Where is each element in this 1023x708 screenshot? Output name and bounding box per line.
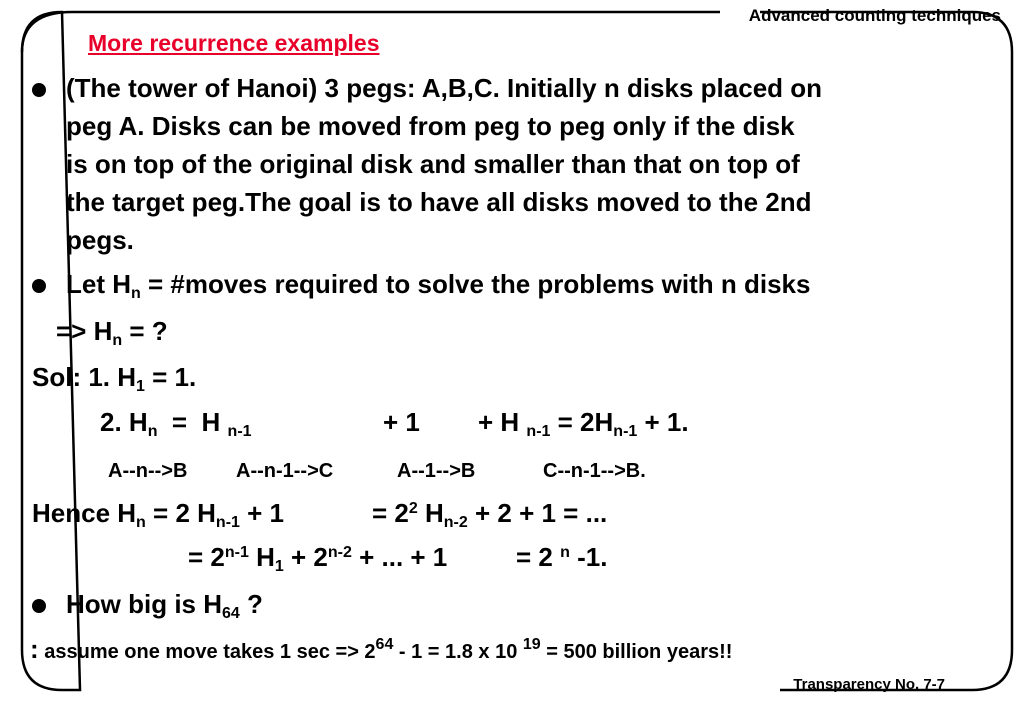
sol-step-1: Sol: 1. $H_1 = 1$. bbox=[32, 362, 197, 395]
hence-line-2: = $2^{n-1}$ $H_1 + 2^{n-2}$ + ... + 1 bbox=[188, 542, 448, 575]
bullet-icon bbox=[32, 73, 46, 103]
sol-step-2: 2. $H_n = H$ $_{n-1}$ bbox=[100, 407, 252, 440]
how-big-line: How big is $H_{64}$ ? bbox=[66, 589, 263, 622]
footer-label: Transparency No. 7-7 bbox=[793, 676, 945, 693]
assume-line: : assume one move takes 1 $\sec => 2^{64} - 1 = 1.8$ x 10 $^{19}$ = 500 billion years!! bbox=[30, 634, 733, 664]
sol-step-2-plus-one: + 1 bbox=[383, 407, 420, 437]
hanoi-line-2: peg A. Disks can be moved from peg to peg only if the disk bbox=[66, 111, 795, 141]
hence-line: Hence $H_n = 2$ $H_{n-1} + 1$ bbox=[32, 498, 285, 531]
hanoi-line-1: (The tower of Hanoi) 3 pegs: A,B,C. Initially n disks placed on bbox=[66, 73, 823, 103]
move-4: C--n-1-->B. bbox=[543, 460, 646, 482]
move-2: A--n-1-->C bbox=[236, 460, 334, 482]
hanoi-line-4: the target peg.The goal is to have all disks moved to the 2nd bbox=[66, 187, 812, 217]
move-1: A--n-->B bbox=[108, 460, 188, 482]
slide-title: More recurrence examples bbox=[88, 30, 380, 56]
move-3: A--1-->B bbox=[397, 460, 476, 482]
question-line: => $H_n$ = ? bbox=[56, 316, 168, 349]
bullet-icon bbox=[32, 589, 46, 619]
hanoi-line-3: is on top of the original disk and smaller than that on top of bbox=[66, 149, 800, 179]
hence-line-rhs: = $2^2$ $H_{n-2} + 2 + 1$ = ... bbox=[372, 498, 608, 531]
let-line: Let $H_n$ = #moves required to solve the problems with n disks bbox=[66, 269, 811, 302]
bullet-icon bbox=[32, 269, 46, 299]
hanoi-line-5: pegs. bbox=[66, 225, 134, 255]
sol-step-2-rest: + H $_{n-1} = 2H_{n-1} + 1$. bbox=[478, 407, 689, 440]
hence-line-2-result: = 2 $^n$ -1. bbox=[516, 542, 608, 572]
header-topic: Advanced counting techniques bbox=[748, 6, 1001, 25]
